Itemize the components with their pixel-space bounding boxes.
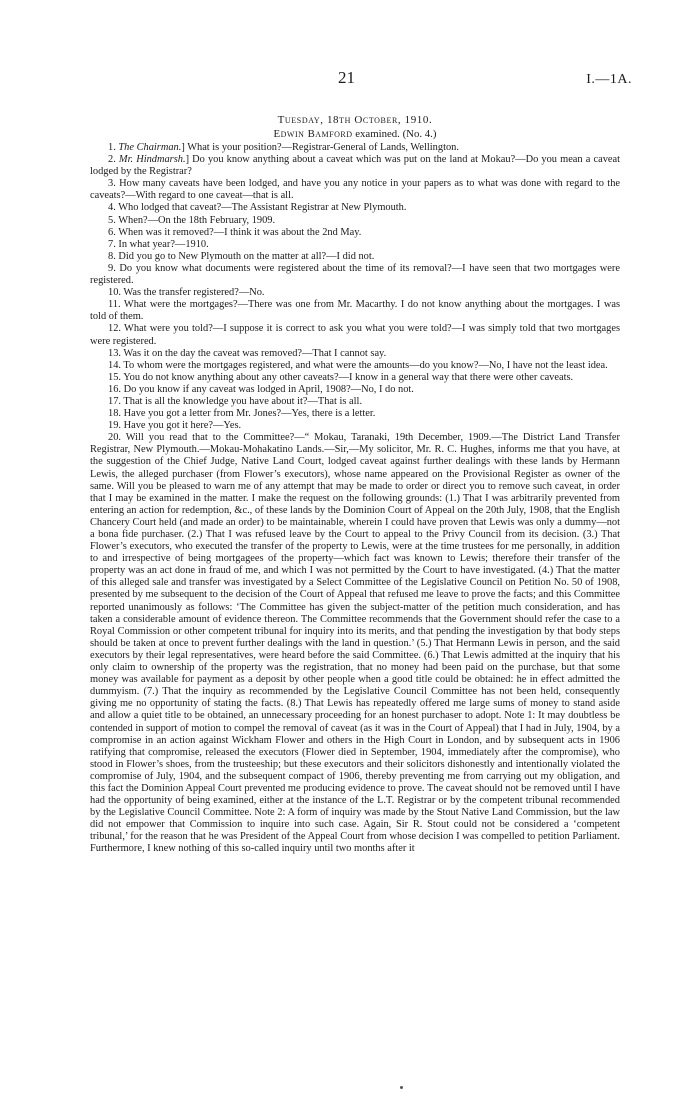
- paragraph-text: Was the transfer registered?—No.: [123, 287, 265, 299]
- paragraph-text: That is all the knowledge you have about it?—That is all.: [123, 395, 363, 407]
- paragraph-number: 12.: [108, 323, 125, 335]
- paragraph-text: Do you know if any caveat was lodged in April, 1908?—No, I do not.: [123, 383, 414, 395]
- testimony-paragraph: [90, 142, 620, 154]
- paragraph-number: 14.: [108, 359, 124, 371]
- witness-heading: [90, 128, 620, 140]
- paragraph-text: Did you go to New Plymouth on the matter at all?—I did not.: [118, 250, 375, 262]
- testimony-paragraph: [90, 202, 620, 214]
- testimony-paragraph: [90, 239, 620, 251]
- paragraph-text: ] Do you know anything about a caveat which was put on the land at Mokau?—Do you mean a caveat lodged by the Registrar?: [90, 154, 621, 178]
- paragraph-number: 10.: [108, 287, 124, 299]
- paragraph-text: How many caveats have been lodged, and have you any notice in your papers as to what was done with regard to the caveats?—With regard to one caveat—that is all.: [90, 178, 620, 202]
- page-mark: [400, 1086, 403, 1089]
- paragraph-text: Was it on the day the caveat was removed?—That I cannot say.: [123, 347, 387, 359]
- paragraph-number: 4.: [108, 202, 119, 214]
- testimony-paragraph: [90, 408, 620, 420]
- speaker-name: The Chairman.: [118, 142, 182, 153]
- paragraph-number: 8.: [108, 250, 119, 262]
- paragraph-text: When?—On the 18th February, 1909.: [118, 214, 276, 226]
- paragraph-text: Have you got a letter from Mr. Jones?—Yes, there is a letter.: [123, 408, 376, 420]
- paragraph-number: 19.: [108, 420, 124, 432]
- paragraph-text: You do not know anything about any other caveats?—I know in a general way that there were other caveats.: [123, 371, 574, 383]
- paragraph-text: In what year?—1910.: [118, 238, 209, 250]
- paragraph-number: 1.: [108, 142, 119, 153]
- paragraph-number: 9.: [108, 262, 120, 274]
- paragraph-text: To whom were the mortgages registered, and what were the amounts—do you know?—No, I have not the least idea.: [123, 359, 608, 371]
- paragraph-text: What were you told?—I suppose it is correct to ask you what you were told?—I was simply told that two mortgages were registered.: [90, 323, 620, 347]
- witness-name: Edwin Bamford: [273, 128, 353, 140]
- paragraph-text: Do you know what documents were registered about the time of its removal?—I have seen that two mortgages were registered.: [90, 262, 620, 287]
- testimony-paragraph: [90, 420, 620, 432]
- paragraph-number: 17.: [108, 395, 124, 407]
- paragraph-number: 5.: [108, 214, 119, 226]
- paragraph-number: 15.: [108, 371, 124, 383]
- paragraph-number: 6.: [108, 226, 119, 238]
- testimony-paragraph: [90, 348, 620, 360]
- paragraph-text: ] What is your position?—Registrar-General of Lands, Wellington.: [181, 142, 459, 153]
- testimony-paragraph: [90, 251, 620, 263]
- paragraph-number: 11.: [108, 299, 124, 311]
- paragraph-number: 13.: [108, 347, 124, 359]
- paragraph-text: What were the mortgages?—There was one from Mr. Macarthy. I do not know anything about the mortgages. I was told of them.: [90, 299, 620, 323]
- paragraph-text: Have you got it here?—Yes.: [123, 420, 242, 432]
- session-date: Tuesday, 18th October, 1910.: [277, 114, 433, 126]
- testimony-paragraph: [90, 323, 620, 347]
- page-header: [90, 68, 632, 92]
- paragraph-number: 7.: [108, 238, 119, 250]
- testimony-paragraph: [90, 154, 620, 178]
- paragraph-number: 20.: [108, 432, 126, 444]
- witness-suffix: examined. (No. 4.): [352, 128, 437, 140]
- testimony-paragraph: [90, 372, 620, 384]
- testimony-paragraph: [90, 396, 620, 408]
- document-reference: I.—1A.: [586, 72, 632, 87]
- paragraph-number: 3.: [108, 178, 120, 190]
- testimony-paragraph: [90, 299, 620, 323]
- testimony-paragraph: [90, 227, 620, 239]
- testimony-paragraph: [90, 263, 620, 287]
- testimony-paragraph: [90, 384, 620, 396]
- testimony-paragraph: [90, 178, 620, 202]
- paragraph-text: When was it removed?—I think it was about the 2nd May.: [118, 226, 362, 238]
- paragraph-text: Will you read that to the Committee?—“ Mokau, Taranaki, 19th December, 1909.—The District Land Transfer Registrar, New Plymouth.—Mokau-Mohakatino Lands.—Sir,—My solicitor, Mr. R. C. Hughes, informs me that you have, at the suggestion of the Chief Judge, Native Land Court, lodged caveat against further dealings with these lands by Hermann Lewis, the alleged purchaser (from Flower’s executors), whose name appeared on the Provisional Register as owner of the same. Will you be pleased to warn me of any attempt that may be made to order or direct you to remove such caveat, in order that I may be examined in the matter. I make the request on the following grounds: (1.) That I was arbitrarily prevented from entering an action for redemption, &c., of these lands by the Dominion Court of Appeal on the 20th July, 1908, that the English Chancery Court held (and made an order) to be maintainable, wherein I could have proven that Lewis was only a dummy—not a bona fide purchaser. (2.) That I was refused leave by the Court to appeal to the Privy Council from its decision. (3.) That Flower’s executors, who executed the transfer of the property to Lewis, were at the time trustees for me personally, in addition to and irrespective of being mortgagees of the property—which fact was known to Lewis; therefore their transfer of the property was an act done in fraud of me, and which I was not permitted by the Court to have investigated. (4.) That the matter of this alleged sale and transfer was investigated by a Select Committee of the Legislative Council on Petition No. 50 of 1908, presented by me subsequent to the decision of the Court of Appeal that refused me leave to prove the facts; and this Committee reported unanimously as follows: ‘The Committee has given the subject-matter of the petition much consideration, and has taken a considerable amount of evidence thereon. The Committee recommends that the Government should refer the case to a Royal Commission or other competent tribunal for inquiry into its merits, and that pending the investigation by that body steps should be taken at once to prevent further dealings with the land in question.’ (5.) That Hermann Lewis in person, and the said executors by their legal representatives, were heard before the said Committee. (6.) That Lewis admitted at the inquiry that his only claim to ownership of the property was the registration, that no money had been paid on the purchase, but that some money was available for payment as a deposit by other people when a good title could be obtained: he in effect admitted the dummyism. (7.) That the inquiry as recommended by the Legislative Council Committee has not been held, consequently giving me no opportunity of stating the facts. (8.) That Lewis has repeatedly offered me large sums of money to stand aside and allow a quiet title to be obtained, an unnecessary proceeding for an honest purchaser to adopt. Note 1: It may doubtless be contended in support of motion to compel the removal of caveat (as it was in the Court of Appeal) that I had in July, 1904, by a compromise in an action against Wickham Flower and others in the High Court in London, and by subsequent acts in 1906 ratifying that compromise, released the executors (Flower died in September, 1904, immediately after the compromise), who stood in Flower’s shoes, from the trusteeship; but these executors and their solicitors dishonestly and intentionally violated the compromise of July, 1904, and the subsequent compact of 1906, thereby preventing me from carrying out my obligation, and this fact the Dominion Appeal Court prevented me producing evidence to prove. The caveat should not be removed until I have had the opportunity of being examined, either at the instance of the L.T. Registrar or by the competent tribunal recommended by the Legislative Council Committee. Note 2: A form of inquiry was made by the Stout Native Land Commission, but the law did not empower that Commission to inquire into such case. Again, Sir R. Stout could not be considered a ‘competent tribunal,’ for the reason that he was President of the Appeal Court from whose decision I was compelled to petition Parliament. Furthermore, I knew nothing of this so-called inquiry until two months after it: [90, 432, 620, 855]
- paragraph-number: 2.: [108, 154, 119, 166]
- document-page: [90, 0, 632, 1112]
- testimony-paragraph: [90, 360, 620, 372]
- testimony-paragraph: [90, 215, 620, 227]
- paragraph-number: 18.: [108, 408, 124, 420]
- speaker-name: Mr. Hindmarsh.: [118, 154, 186, 166]
- testimony-paragraph: [90, 287, 620, 299]
- paragraph-number: 16.: [108, 383, 124, 395]
- page-number: 21: [338, 68, 355, 87]
- testimony-paragraph: [90, 432, 620, 855]
- testimony-body: [90, 142, 620, 856]
- paragraph-text: Who lodged that caveat?—The Assistant Registrar at New Plymouth.: [118, 202, 407, 214]
